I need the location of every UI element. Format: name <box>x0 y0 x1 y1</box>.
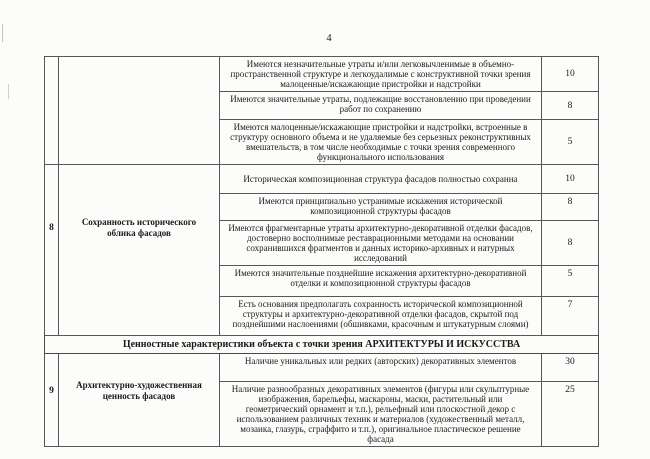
criterion-name-cell: Сохранность исторического облика фасадов <box>59 165 220 336</box>
scan-artifact <box>8 84 9 99</box>
page-number: 4 <box>326 33 332 44</box>
description-cell: Наличие уникальных или редких (авторских) декоративных элементов <box>220 354 542 382</box>
criterion-number-cell: 9 <box>45 354 59 447</box>
score-cell: 8 <box>542 92 599 120</box>
score-cell: 5 <box>542 120 599 165</box>
criterion-name-cell-empty <box>59 57 220 165</box>
table-row <box>45 354 599 382</box>
description-cell: Имеются значительные позднейшие искажения архитектурно-декоративной отделки и композиционной структуры фасадов <box>220 266 542 297</box>
score-cell: 10 <box>542 165 599 194</box>
table-row <box>45 165 599 194</box>
score-cell: 30 <box>542 354 599 382</box>
score-cell: 8 <box>542 221 599 266</box>
score-cell: 7 <box>542 297 599 336</box>
description-cell: Имеются малоценные/искажающие пристройки и надстройки, встроенные в структуру основного объема и не удаляемые без серьезных реконструктивных вмешательств, в том числе необходимые с точки зрения современного функционального использования <box>220 120 542 165</box>
description-cell: Наличие разнообразных декоративных элементов (фигуры или скульптурные изображения, барельефы, маскароны, маски, растительный или геометрический орнамент и т.п.), рельефный или плоскостной декор с использованием различных техник и материалов (художественный металл, мозаика, глазурь, сграффито и т.п.), оригинальное пластическое решение фасада <box>220 382 542 447</box>
description-cell: Имеются значительные утраты, подлежащие восстановлению при проведении работ по сохранению <box>220 92 542 120</box>
evaluation-table <box>44 56 599 447</box>
section-header-row <box>45 336 599 354</box>
table-row <box>45 57 599 92</box>
description-cell: Имеются незначительные утраты и/или легковычленимые в объемно-пространственной структуре и легкоудалимые с конструктивной точки зрения малоценные/искажающие пристройки и надстройки <box>220 57 542 92</box>
criterion-number-cell-empty <box>45 57 59 165</box>
description-cell: Есть основания предполагать сохранность исторической композиционной структуры и архитектурно-декоративной отделки фасадов, скрытой под позднейшими наслоениями (обшивками, красочным и штукатурным слоями) <box>220 297 542 336</box>
score-cell: 8 <box>542 194 599 221</box>
description-cell: Имеются принципиально устранимые искажения исторической композиционной структуры фасадов <box>220 194 542 221</box>
section-header: Ценностные характеристики объекта с точки зрения АРХИТЕКТУРЫ И ИСКУССТВА <box>45 336 599 354</box>
scan-artifact <box>2 24 3 42</box>
description-cell: Имеются фрагментарные утраты архитектурно-декоративной отделки фасадов, достоверно восполнимые реставрационными методами на основании сохранившихся фрагментов и данных историко-архивных и натурных исследований <box>220 221 542 266</box>
description-cell: Историческая композиционная структура фасадов полностью сохранна <box>220 165 542 194</box>
criterion-name-cell: Архитектурно-художественная ценность фасадов <box>59 354 220 447</box>
score-cell: 25 <box>542 382 599 447</box>
criterion-number-cell: 8 <box>45 165 59 336</box>
score-cell: 5 <box>542 266 599 297</box>
score-cell: 10 <box>542 57 599 92</box>
